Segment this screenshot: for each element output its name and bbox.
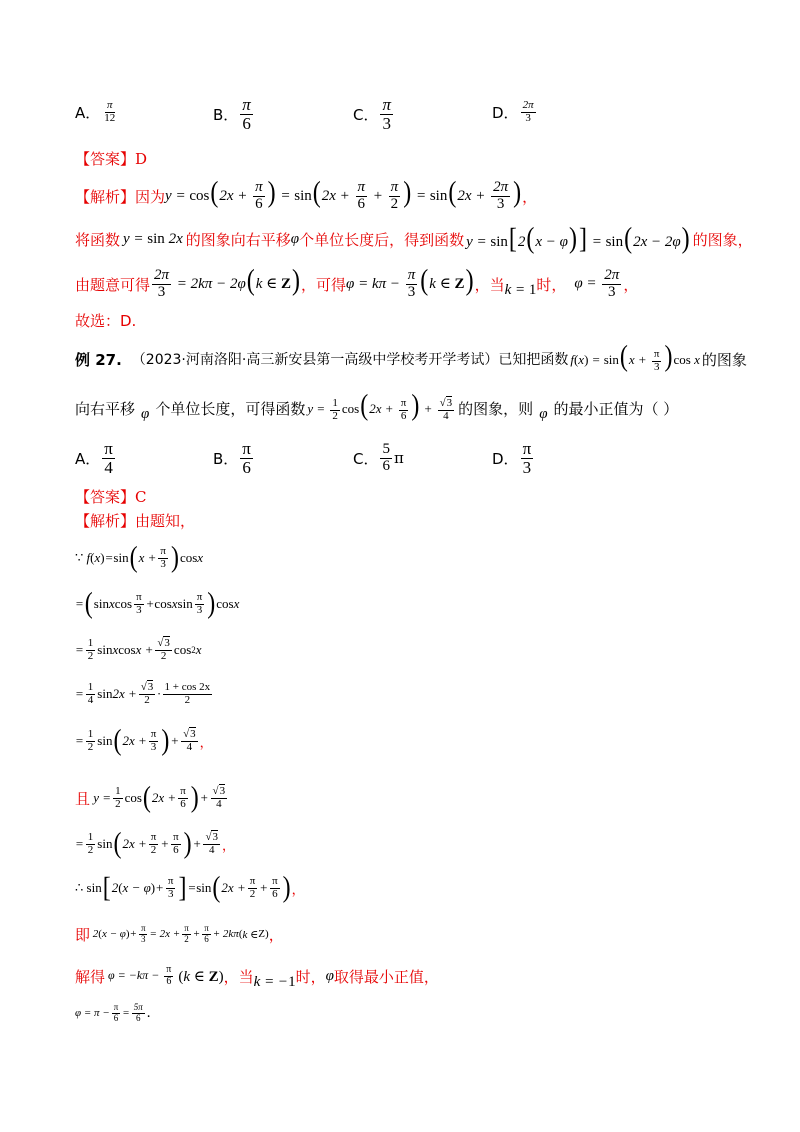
option-letter: C． — [353, 449, 379, 468]
option-fraction: $\frac{\pi}{6}$ — [242, 439, 251, 477]
option-letter: B． — [213, 105, 239, 124]
derivation-line-6: 且 y = $\frac{1}{2}$ cos ( 2x + $\frac{\pi}{6}$ ) + $\frac{√3}{4}$ — [75, 781, 226, 814]
option-fraction: $\frac{\pi}{3}$ — [382, 95, 392, 133]
question-27-stem-1: 例 27. （2023·河南洛阳·高三新安县第一高级中学校考开学考试）已知把函数 f(x) = sin(x + $\frac{\pi}{3}$ )cos x 的图象 — [75, 341, 747, 374]
formula: $\frac{2\pi}{3}$ = 2kπ − 2φ(k ∈ Z) — [154, 264, 301, 300]
option-a — [75, 440, 117, 477]
formula: y = $\frac{1}{2}$ cos(2x + $\frac{\pi}{6}$ ) + $\frac{√3}{4}$ — [307, 390, 453, 423]
option-letter: C． — [353, 105, 379, 124]
option-d — [492, 100, 538, 124]
formula: y = cos(2x + $\frac{\pi}{6}$ ) = sin(2x + $\frac{\pi}{6}$ + $\frac{\pi}{2}$ ) = sin(2x + $\frac{2\pi}{3}$ ) — [165, 176, 522, 212]
answer-value: D — [135, 149, 148, 168]
derivation-line-5: = $\frac{1}{2}$ sin ( 2x + $\frac{\pi}{3}$ ) + $\frac{√3}{4}$ ， — [75, 724, 213, 757]
option-fraction: $\frac{\pi}{6}$ — [242, 95, 251, 133]
derivation-line-2: = ( sin x cos $\frac{\pi}{3}$ + cos x sin $\frac{\pi}{3}$ ) cos x — [75, 587, 240, 620]
option-fraction: $\frac{\pi}{12}$ — [104, 99, 116, 124]
option-b — [213, 440, 255, 477]
analysis-heading: 【解析】 由题知， — [75, 512, 196, 530]
derivation-line-4: = $\frac{1}{4}$ sin 2x + $\frac{√3}{2}$ · $\frac{1 + \cos 2x}{2}$ — [75, 680, 211, 706]
answer-tag: 【答案】 — [75, 488, 136, 506]
derivation-line-9: 即 2 ( x − φ ) + $\frac{\pi}{3}$ = 2x + $\frac{\pi}{2}$ + $\frac{\pi}{6}$ + 2kπ ( k ∈ Z ) ， — [75, 923, 284, 944]
derivation-line-7: = $\frac{1}{2}$ sin ( 2x + $\frac{\pi}{2}$ + $\frac{\pi}{6}$ ) + $\frac{√3}{4}$ ， — [75, 827, 235, 860]
formula: y = sin[2(x − φ)] = sin(2x − 2φ) — [466, 222, 690, 255]
derivation-line-1: ∵ f ( x ) = sin ( x + $\frac{\pi}{3}$ ) cos x — [75, 541, 204, 574]
answer-value: C — [135, 487, 147, 506]
derivation-line-11: φ = π − $\frac{\pi}{6}$ = $\frac{5\pi}{6}$ . — [75, 1002, 151, 1023]
option-letter: D． — [492, 449, 519, 468]
option-fraction: $\frac{2\pi}{3}$ — [522, 99, 534, 124]
analysis-line-3: 由题意可得 $\frac{2\pi}{3}$ = 2kπ − 2φ(k ∈ Z) ，可得 φ = kπ − $\frac{\pi}{3}$ (k ∈ Z) ，当 k = 1 时， φ = $\frac{2\pi}{3}$ ， — [75, 264, 639, 300]
option-d — [492, 440, 535, 477]
formula: y = sin 2x — [123, 230, 183, 247]
question-source: （2023·河南洛阳·高三新安县第一高级中学校考开学考试）已知把函数 — [131, 352, 569, 368]
question-27-stem-2: 向右平移 φ 个单位长度，可得函数 y = $\frac{1}{2}$ cos(2x + $\frac{\pi}{6}$ ) + $\frac{√3}{4}$ 的图象，则 φ 的最小正值为（ ） — [75, 390, 679, 423]
answer-line — [75, 486, 147, 507]
option-letter: A． — [75, 103, 101, 122]
derivation-line-10: 解得 φ = −kπ − $\frac{\pi}{6}$ (k ∈ Z) ，当 k = −1 时， φ 取得最小正值， — [75, 964, 439, 990]
analysis-tag: 【解析】 — [75, 187, 136, 206]
derivation-line-8: ∴ sin [ 2 ( x − φ ) + $\frac{\pi}{3}$ ] = sin ( 2x + $\frac{\pi}{2}$ + $\frac{\pi}{6}$ ) ， — [75, 871, 305, 904]
option-letter: A． — [75, 449, 101, 468]
formula: φ = kπ − $\frac{\pi}{3}$ (k ∈ Z) — [346, 264, 474, 300]
conclusion-line: 故选：D. — [75, 312, 137, 330]
option-c: C． $\frac{5}{6}$ π — [353, 441, 404, 474]
formula: φ = $\frac{2\pi}{3}$ — [574, 266, 620, 300]
option-letter: D． — [492, 103, 519, 122]
analysis-line-2: 将函数 y = sin 2x 的图象向右平移 φ 个单位长度后，得到函数 y = sin[2(x − φ)] = sin(2x − 2φ) 的图象， — [75, 222, 753, 255]
option-c — [353, 96, 395, 133]
option-fraction: $\frac{\pi}{4}$ — [104, 439, 113, 477]
answer-line — [75, 148, 147, 169]
example-label: 例 27. — [75, 350, 122, 369]
analysis-tag: 【解析】 — [75, 512, 136, 530]
formula: f(x) = sin(x + $\frac{\pi}{3}$ )cos x — [570, 341, 700, 374]
derivation-line-3: = $\frac{1}{2}$ sin x cos x + $\frac{√3}{2}$ cos 2 x — [75, 636, 202, 662]
option-fraction: $\frac{5}{6}$ — [382, 441, 390, 474]
option-fraction: $\frac{\pi}{3}$ — [522, 439, 532, 477]
answer-tag: 【答案】 — [75, 150, 136, 168]
analysis-line-1: 【解析】 因为 y = cos(2x + $\frac{\pi}{6}$ ) = sin(2x + $\frac{\pi}{6}$ + $\frac{\pi}{2}$ ) = sin(2x + $\frac{2\pi}{3}$ ) ， — [75, 176, 538, 212]
option-letter: B． — [213, 449, 239, 468]
option-a — [75, 100, 119, 124]
option-b — [213, 96, 255, 133]
